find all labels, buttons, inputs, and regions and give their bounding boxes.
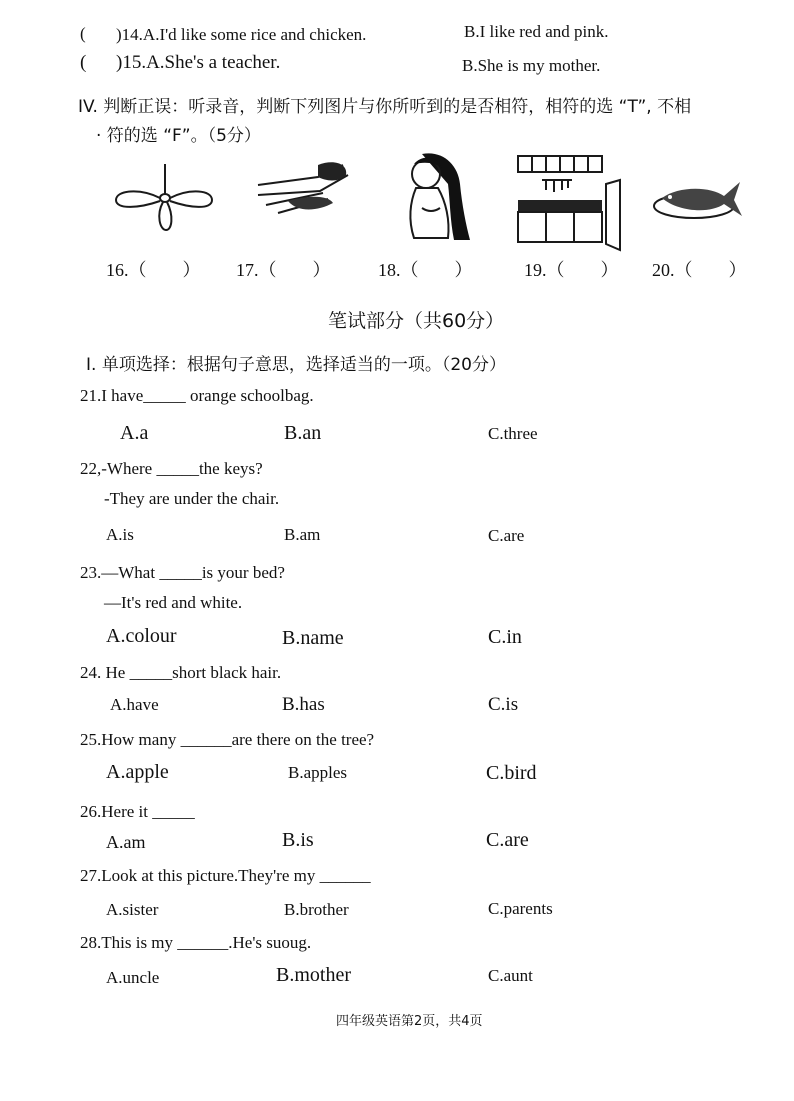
long-hair-girl-icon bbox=[392, 150, 472, 242]
q15-option-a: )15.A.She's a teacher. bbox=[116, 52, 281, 73]
section4-heading: IV. 判断正误：听录音，判断下列图片与你所听到的是否相符，相符的选 “T”, 不相 bbox=[78, 97, 692, 117]
q24-option-c[interactable]: C.is bbox=[488, 694, 519, 715]
q26-option-c[interactable]: C.are bbox=[486, 829, 529, 851]
question-26: 26.Here it _____ bbox=[80, 802, 195, 821]
q14-option-a: )14.A.I'd like some rice and chicken. bbox=[116, 25, 367, 44]
q14-option-b: B.I like red and pink. bbox=[464, 22, 609, 41]
q23-option-b[interactable]: B.name bbox=[282, 627, 344, 649]
question-22-reply: -They are under the chair. bbox=[104, 489, 280, 508]
question-22: 22,-Where _____the keys? bbox=[80, 459, 263, 478]
ceiling-fan-icon bbox=[110, 160, 220, 235]
q28-option-a[interactable]: A.uncle bbox=[106, 968, 160, 987]
q21-option-c[interactable]: C.three bbox=[488, 424, 538, 443]
question-23: 23.—What _____is your bed? bbox=[80, 563, 285, 582]
q21-option-b[interactable]: B.an bbox=[284, 422, 322, 444]
question-23-reply: —It's red and white. bbox=[104, 593, 243, 612]
question-25: 25.How many ______are there on the tree? bbox=[80, 730, 375, 749]
q22-option-b[interactable]: B.am bbox=[284, 525, 321, 544]
kitchen-icon bbox=[512, 152, 624, 252]
q15-answer-paren[interactable]: ( bbox=[80, 52, 87, 73]
q27-option-b[interactable]: B.brother bbox=[284, 900, 349, 919]
q25-option-a[interactable]: A.apple bbox=[106, 761, 169, 783]
picture-label-19[interactable]: 19.（ ） bbox=[524, 260, 619, 280]
q25-option-b[interactable]: B.apples bbox=[288, 763, 348, 782]
q28-option-c[interactable]: C.aunt bbox=[488, 966, 533, 985]
q14-answer-paren[interactable]: ( bbox=[80, 24, 86, 43]
picture-label-20[interactable]: 20.（ ） bbox=[652, 260, 747, 280]
picture-label-18[interactable]: 18.（ ） bbox=[378, 260, 473, 280]
section1-heading: I. 单项选择：根据句子意思，选择适当的一项。（20分） bbox=[86, 355, 506, 375]
picture-label-16[interactable]: 16.（ ） bbox=[106, 260, 201, 280]
question-24: 24. He _____short black hair. bbox=[80, 663, 282, 682]
q24-option-a[interactable]: A.have bbox=[110, 695, 159, 714]
q21-option-a[interactable]: A.a bbox=[120, 422, 149, 444]
q23-option-c[interactable]: C.in bbox=[488, 626, 522, 648]
q26-option-b[interactable]: B.is bbox=[282, 829, 314, 851]
q26-option-a[interactable]: A.am bbox=[106, 832, 146, 852]
question-21: 21.I have_____ orange schoolbag. bbox=[80, 386, 314, 405]
scissors-icon bbox=[248, 155, 358, 225]
written-part-title: 笔试部分（共60分） bbox=[328, 310, 505, 332]
q24-option-b[interactable]: B.has bbox=[282, 694, 325, 715]
q15-option-b: B.She is my mother. bbox=[462, 56, 601, 75]
q22-option-c[interactable]: C.are bbox=[488, 526, 525, 545]
section4-heading-cont: · 符的选 “F”。（5分） bbox=[96, 126, 261, 146]
q27-option-a[interactable]: A.sister bbox=[106, 900, 159, 919]
question-27: 27.Look at this picture.They're my ______ bbox=[80, 866, 371, 885]
q27-option-c[interactable]: C.parents bbox=[488, 899, 553, 918]
page-footer: 四年级英语第2页，共4页 bbox=[336, 1014, 483, 1029]
q23-option-a[interactable]: A.colour bbox=[106, 625, 177, 647]
q22-option-a[interactable]: A.is bbox=[106, 525, 134, 544]
q25-option-c[interactable]: C.bird bbox=[486, 762, 537, 784]
question-28: 28.This is my ______.He's suoug. bbox=[80, 933, 312, 952]
q28-option-b[interactable]: B.mother bbox=[276, 964, 351, 986]
fish-plate-icon bbox=[648, 168, 748, 228]
picture-label-17[interactable]: 17.（ ） bbox=[236, 260, 331, 280]
